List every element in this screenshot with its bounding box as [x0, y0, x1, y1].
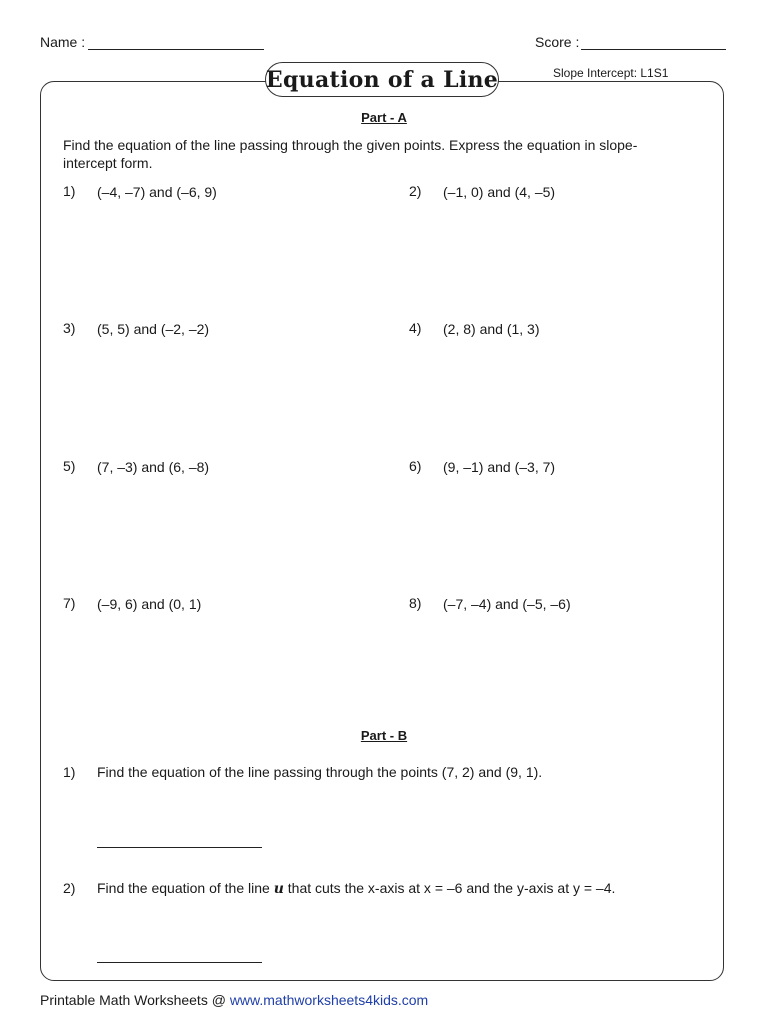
part-b-heading: Part - B: [360, 728, 408, 743]
score-label: Score :: [535, 34, 580, 50]
line-variable: u: [273, 881, 284, 897]
question-text-end: that cuts the x-axis at x = –6 and the y-axis at y = –4.: [283, 880, 616, 896]
question-text: (–4, –7) and (–6, 9): [97, 184, 217, 200]
question-number: 8): [409, 595, 422, 611]
part-a-heading: Part - A: [361, 110, 407, 125]
score-field-line[interactable]: [581, 49, 726, 50]
answer-line[interactable]: [97, 847, 262, 848]
question-text: (–9, 6) and (0, 1): [97, 596, 202, 612]
question-number: 2): [63, 880, 76, 896]
worksheet-subtitle: Slope Intercept: L1S1: [553, 66, 669, 80]
question-text: Find the equation of the line passing through the points (7, 2) and (9, 1).: [97, 764, 543, 780]
footer-link[interactable]: www.mathworksheets4kids.com: [229, 992, 429, 1008]
answer-line[interactable]: [97, 962, 262, 963]
page-title: Equation of a Line: [265, 66, 499, 93]
question-text: (9, –1) and (–3, 7): [443, 459, 556, 475]
question-number: 1): [63, 764, 76, 780]
question-text-start: Find the equation of the line: [97, 880, 274, 896]
question-number: 3): [63, 320, 76, 336]
question-number: 4): [409, 320, 422, 336]
worksheet-frame: [40, 81, 724, 981]
question-text: (–1, 0) and (4, –5): [443, 184, 556, 200]
question-number: 6): [409, 458, 422, 474]
title-badge: [265, 62, 499, 97]
question-text: (2, 8) and (1, 3): [443, 321, 540, 337]
question-number: 5): [63, 458, 76, 474]
footer-label: Printable Math Worksheets @: [40, 992, 230, 1008]
question-text: (–7, –4) and (–5, –6): [443, 596, 571, 612]
part-a-instructions: Find the equation of the line passing through the given points. Express the equation in slope-intercept form.: [63, 137, 638, 171]
question-text: [97, 880, 615, 897]
question-number: 2): [409, 183, 422, 199]
footer: [40, 992, 428, 1008]
question-text: (7, –3) and (6, –8): [97, 459, 210, 475]
question-number: 1): [63, 183, 76, 199]
name-field-line[interactable]: [88, 49, 264, 50]
question-number: 7): [63, 595, 76, 611]
name-label: Name :: [40, 34, 86, 50]
question-text: (5, 5) and (–2, –2): [97, 321, 210, 337]
